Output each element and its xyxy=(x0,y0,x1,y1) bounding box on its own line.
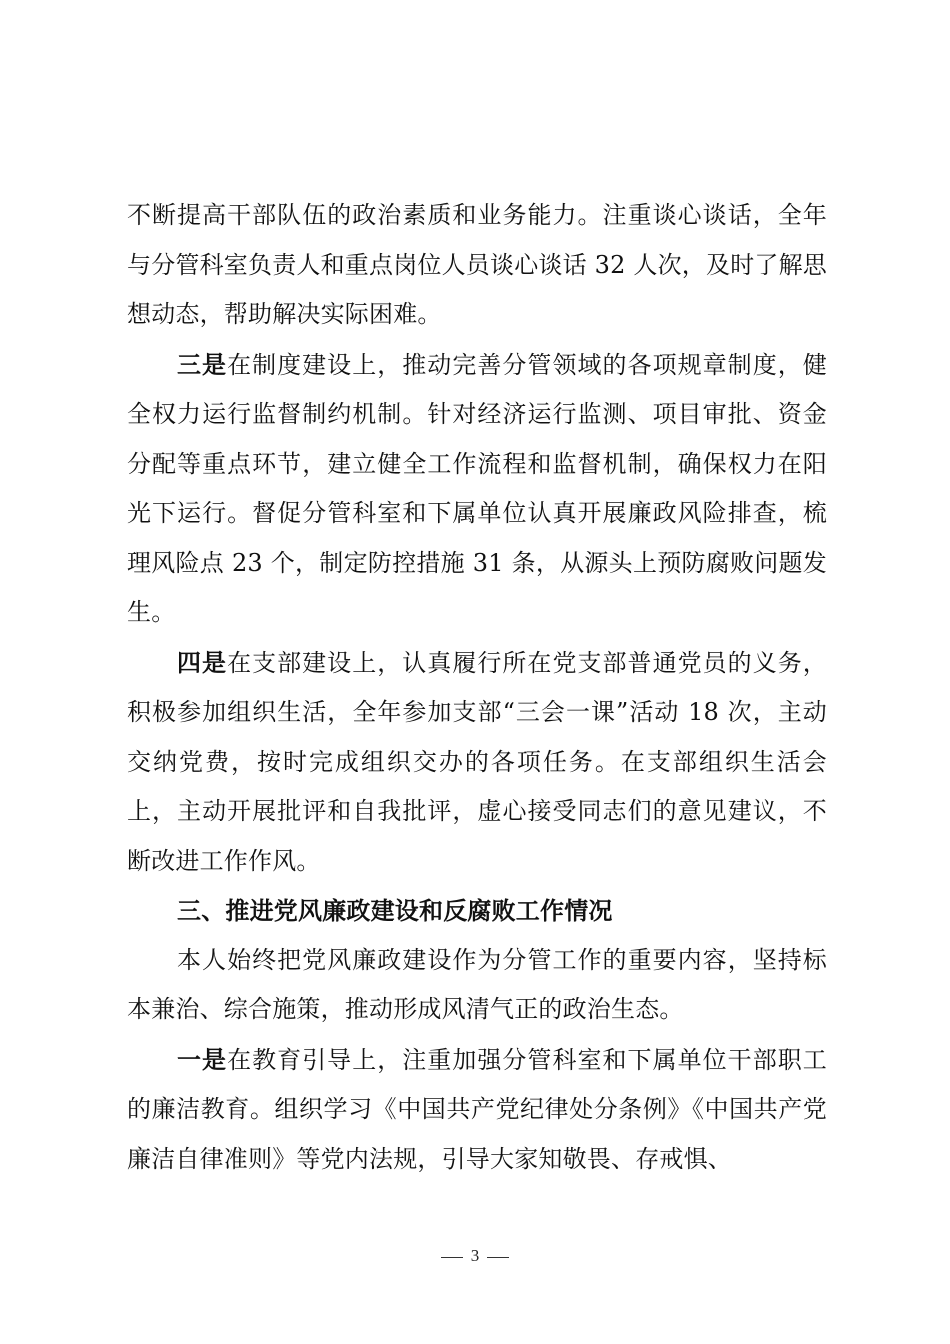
document-body xyxy=(127,191,827,1184)
paragraph-lead: 四是 xyxy=(177,647,228,677)
section-heading: 三、推进党风廉政建设和反腐败工作情况 xyxy=(177,896,613,925)
paragraph-text: 在支部建设上，认真履行所在党支部普通党员的义务，积极参加组织生活，全年参加支部“三会一课”活动 18 次，主动交纳党费，按时完成组织交办的各项任务。在支部组织生活会上，主动开展批评和自我批评，虚心接受同志们的意见建议，不断改进工作作风。 xyxy=(127,648,827,875)
footer-dash-left xyxy=(441,1257,463,1258)
section-intro: 本人始终把党风廉政建设作为分管工作的重要内容，坚持标本兼治、综合施策，推动形成风清气正的政治生态。 xyxy=(127,945,827,1023)
paragraph-fourth-point xyxy=(127,638,827,887)
paragraph-lead: 三是 xyxy=(177,349,228,379)
paragraph-continuation xyxy=(127,191,827,340)
paragraph-third-point xyxy=(127,340,827,638)
page-footer xyxy=(0,1244,950,1268)
page-number: 3 xyxy=(470,1246,480,1265)
paragraph-text: 在制度建设上，推动完善分管领域的各项规章制度，健全权力运行监督制约机制。针对经济运行监测、项目审批、资金分配等重点环节，建立健全工作流程和监督机制，确保权力在阳光下运行。督促分管科室和下属单位认真开展廉政风险排查，梳理风险点 23 个，制定防控措施 31 条，从源头上预防腐败问题发生。 xyxy=(127,350,827,626)
footer-dash-right xyxy=(487,1257,509,1258)
paragraph-first-point xyxy=(127,1035,827,1185)
paragraph-lead: 一是 xyxy=(177,1044,228,1074)
paragraph-text: 不断提高干部队伍的政治素质和业务能力。注重谈心谈话，全年与分管科室负责人和重点岗位人员谈心谈话 32 人次，及时了解思想动态，帮助解决实际困难。 xyxy=(127,201,827,328)
paragraph-text: 在教育引导上，注重加强分管科室和下属单位干部职工的廉洁教育。组织学习《中国共产党纪律处分条例》《中国共产党廉洁自律准则》等党内法规，引导大家知敬畏、存戒惧、 xyxy=(127,1045,827,1173)
